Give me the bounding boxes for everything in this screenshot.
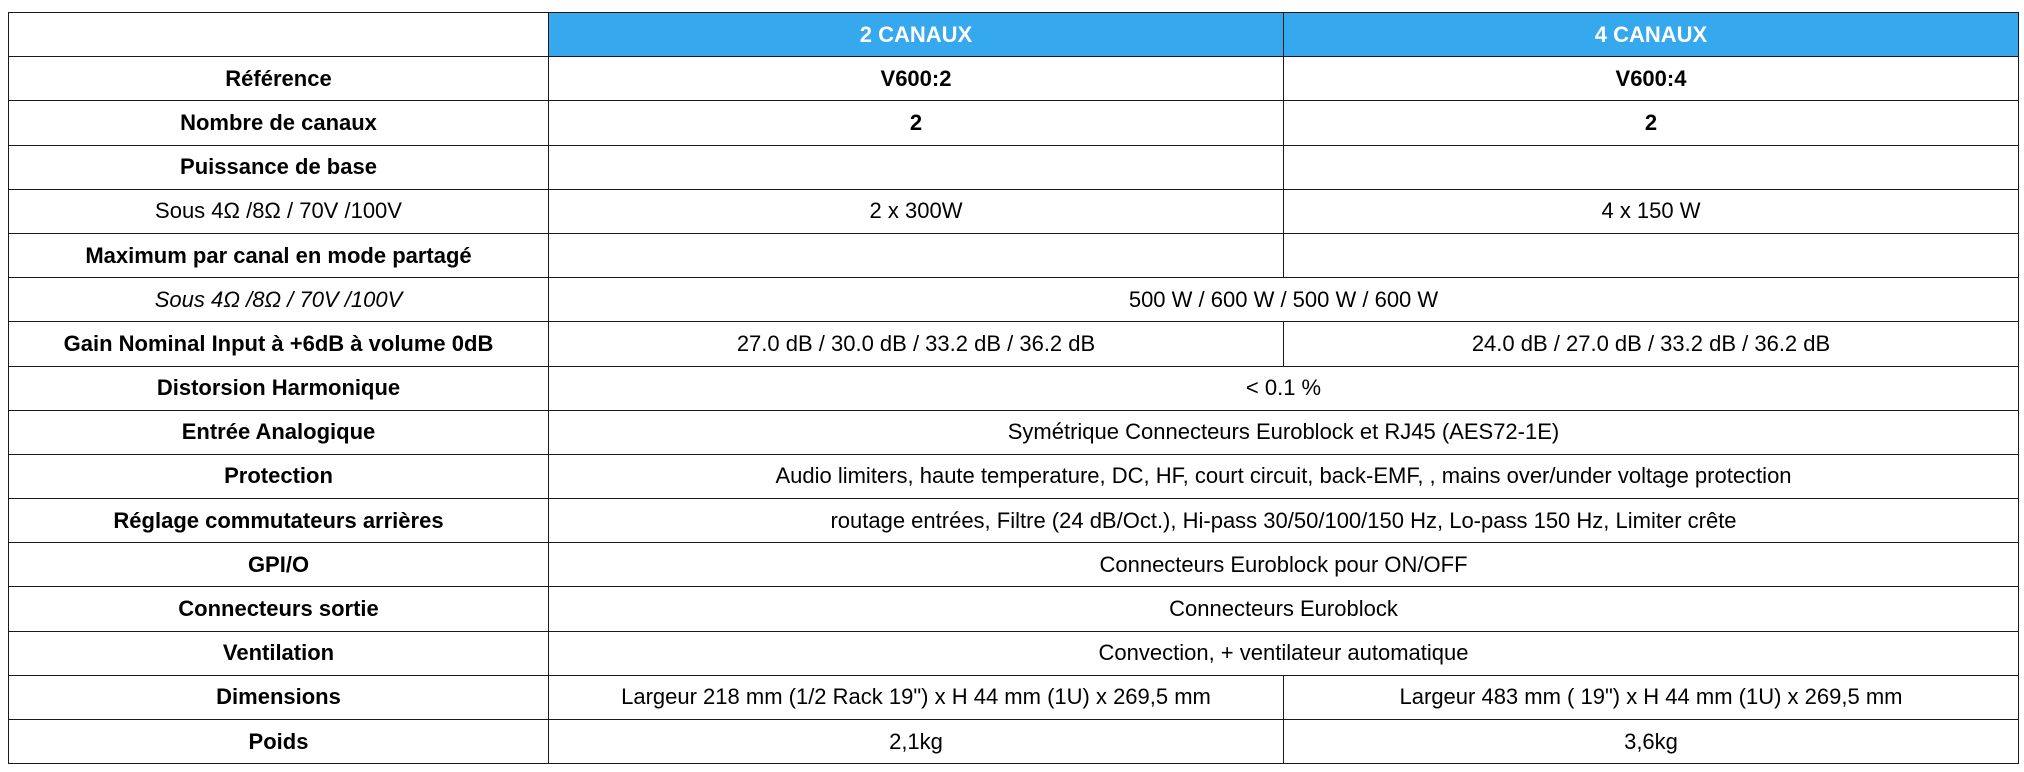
row-gain-nominal xyxy=(9,322,2019,366)
row-ventilation xyxy=(9,631,2019,675)
row-maximum-partage xyxy=(9,233,2019,277)
value-4-canaux xyxy=(1284,145,2019,189)
header-row xyxy=(9,13,2019,57)
value-4-canaux: 4 x 150 W xyxy=(1284,189,2019,233)
spec-table xyxy=(8,12,2019,764)
value-2-canaux: 2,1kg xyxy=(549,720,1284,764)
value-merged: Audio limiters, haute temperature, DC, HF, court circuit, back-EMF, , mains over/under voltage protection xyxy=(549,454,2019,498)
row-puissance-base xyxy=(9,145,2019,189)
value-2-canaux: 27.0 dB / 30.0 dB / 33.2 dB / 36.2 dB xyxy=(549,322,1284,366)
row-sous-maximum xyxy=(9,278,2019,322)
row-connecteurs-sortie xyxy=(9,587,2019,631)
row-label: Nombre de canaux xyxy=(9,101,549,145)
value-merged: Connecteurs Euroblock pour ON/OFF xyxy=(549,543,2019,587)
row-sous-puissance xyxy=(9,189,2019,233)
value-2-canaux: 2 xyxy=(549,101,1284,145)
row-label: Sous 4Ω /8Ω / 70V /100V xyxy=(9,278,549,322)
row-label: Puissance de base xyxy=(9,145,549,189)
row-label: Gain Nominal Input à +6dB à volume 0dB xyxy=(9,322,549,366)
value-4-canaux: V600:4 xyxy=(1284,57,2019,101)
value-merged: Symétrique Connecteurs Euroblock et RJ45 (AES72-1E) xyxy=(549,410,2019,454)
row-label: Ventilation xyxy=(9,631,549,675)
row-label: Sous 4Ω /8Ω / 70V /100V xyxy=(9,189,549,233)
row-label: Distorsion Harmonique xyxy=(9,366,549,410)
value-4-canaux: 3,6kg xyxy=(1284,720,2019,764)
header-2-canaux: 2 CANAUX xyxy=(549,13,1284,57)
value-merged: < 0.1 % xyxy=(549,366,2019,410)
row-poids xyxy=(9,720,2019,764)
row-label: Entrée Analogique xyxy=(9,410,549,454)
value-merged: Connecteurs Euroblock xyxy=(549,587,2019,631)
row-label: Maximum par canal en mode partagé xyxy=(9,233,549,277)
value-2-canaux: V600:2 xyxy=(549,57,1284,101)
row-reglage-commutateurs xyxy=(9,499,2019,543)
value-2-canaux xyxy=(549,145,1284,189)
row-label: Référence xyxy=(9,57,549,101)
row-dimensions xyxy=(9,675,2019,719)
value-2-canaux: 2 x 300W xyxy=(549,189,1284,233)
header-4-canaux: 4 CANAUX xyxy=(1284,13,2019,57)
row-label: Connecteurs sortie xyxy=(9,587,549,631)
value-4-canaux: 24.0 dB / 27.0 dB / 33.2 dB / 36.2 dB xyxy=(1284,322,2019,366)
row-entree-analogique xyxy=(9,410,2019,454)
value-4-canaux: 2 xyxy=(1284,101,2019,145)
value-4-canaux: Largeur 483 mm ( 19") x H 44 mm (1U) x 269,5 mm xyxy=(1284,675,2019,719)
row-reference xyxy=(9,57,2019,101)
value-merged: routage entrées, Filtre (24 dB/Oct.), Hi-pass 30/50/100/150 Hz, Lo-pass 150 Hz, Limiter crête xyxy=(549,499,2019,543)
row-label: Réglage commutateurs arrières xyxy=(9,499,549,543)
row-label: Dimensions xyxy=(9,675,549,719)
row-nombre-canaux xyxy=(9,101,2019,145)
row-label: Protection xyxy=(9,454,549,498)
value-2-canaux xyxy=(549,233,1284,277)
value-4-canaux xyxy=(1284,233,2019,277)
value-merged: Convection, + ventilateur automatique xyxy=(549,631,2019,675)
row-gpio xyxy=(9,543,2019,587)
value-merged: 500 W / 600 W / 500 W / 600 W xyxy=(549,278,2019,322)
header-blank-cell xyxy=(9,13,549,57)
row-distorsion xyxy=(9,366,2019,410)
row-label: Poids xyxy=(9,720,549,764)
row-label: GPI/O xyxy=(9,543,549,587)
row-protection xyxy=(9,454,2019,498)
value-2-canaux: Largeur 218 mm (1/2 Rack 19") x H 44 mm (1U) x 269,5 mm xyxy=(549,675,1284,719)
